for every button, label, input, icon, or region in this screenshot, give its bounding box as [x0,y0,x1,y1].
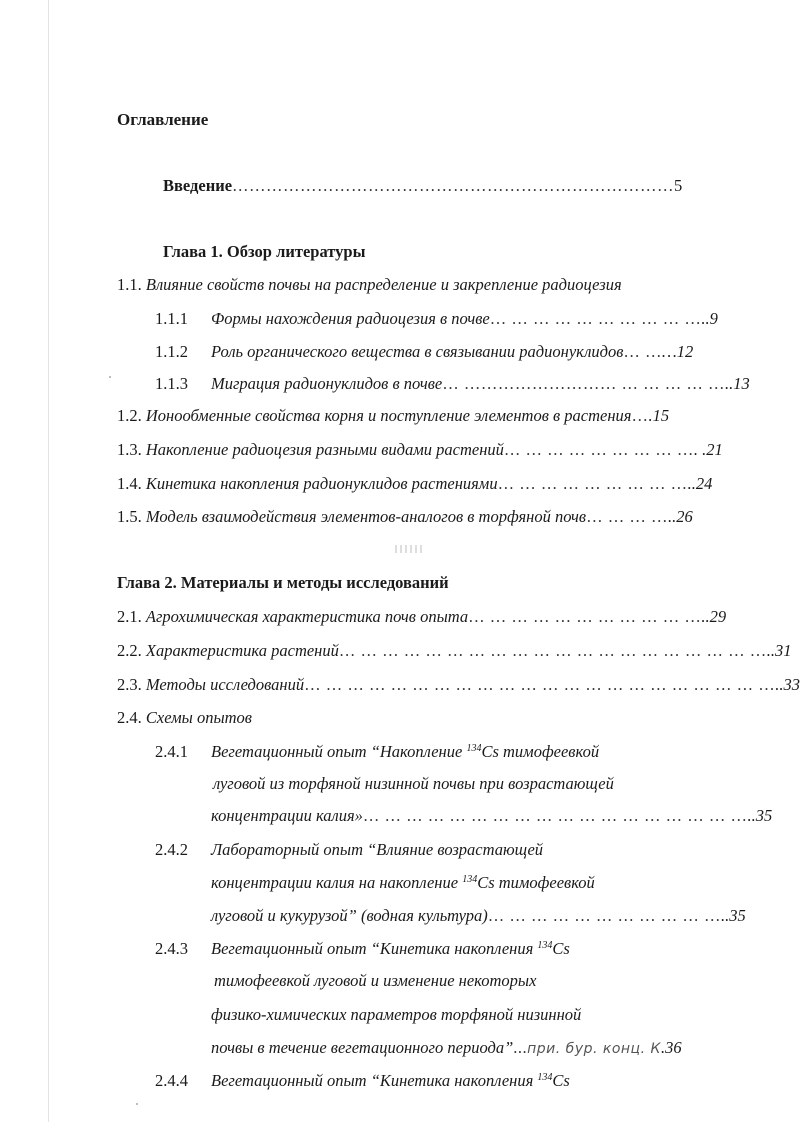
toc-dots: … … … … … … … … … … … [487,906,721,925]
toc-dots: … … … … … … … … … [503,440,694,459]
toc-page: ..9 [701,309,718,328]
toc-page: ..24 [687,474,713,493]
toc-title: Модель взаимодействия элементов-аналогов в торфяной почв [145,507,587,526]
toc-num: 1.1. [117,275,142,294]
toc-item-2-4-2-line3 [211,906,746,926]
toc-title-cont: концентрации калия» [211,806,363,825]
chapter-2-title: Глава 2. Материалы и методы исследований [117,573,449,592]
scan-dust [109,376,111,378]
toc-title: Формы нахождения радиоцезия в почве [211,309,490,328]
toc-item-1-4[interactable] [117,474,712,494]
toc-title-cont: почвы в течение вегетационного периода” [211,1038,514,1057]
toc-intro-dots: …………………………………………………………………… [232,176,675,195]
toc-title-cont: Cs [552,939,570,958]
toc-item-1-1-3[interactable] [155,374,750,394]
toc-item-1-5[interactable] [117,507,693,527]
toc-title-cont: Cs тимофеевкой [477,873,595,892]
toc-dots: … … … … … … … … … … … … … … … … … … … … … … [304,675,776,694]
toc-title: Схемы опытов [145,708,252,727]
toc-title-cont: концентрации калия на накопление [211,873,463,892]
toc-page: ..29 [701,607,727,626]
toc-item-2-2[interactable] [117,641,792,661]
toc-item-1-1[interactable] [117,275,622,295]
toc-title: Кинетика накопления радионуклидов растениями [145,474,498,493]
toc-title: Лабораторный опыт “Влияние возрастающей [211,840,544,859]
toc-page: .15 [648,406,670,425]
toc-num: 2.2. [117,641,142,660]
toc-title: Методы исследований [145,675,305,694]
toc-num: 2.1. [117,607,142,626]
page-title: Оглавление [117,110,209,129]
toc-title: Характеристика растений [145,641,339,660]
toc-num: 1.1.2 [155,342,188,361]
toc-item-2-4-3-line3: физико-химических параметров торфяной низинной [211,1005,582,1024]
toc-dots: … … … … … … … … … … … … … … … … … … … … [338,641,767,660]
toc-num: 2.4. [117,708,142,727]
toc-num: 2.3. [117,675,142,694]
scan-dust [136,1103,138,1105]
toc-intro[interactable] [163,176,682,196]
toc-dots: … … … … … … … … … [497,474,688,493]
toc-dots: … … … … … … … … … … … [468,607,702,626]
toc-item-2-3[interactable] [117,675,800,695]
toc-page: ..35 [720,906,746,925]
toc-item-1-1-2[interactable] [155,342,693,362]
toc-title-cont: луговой и кукурузой” (водная культура) [211,906,488,925]
toc-dots: … ……………………… … … … … … [442,374,725,393]
toc-item-1-1-1[interactable] [155,309,718,329]
toc-num: 2.4.1 [155,742,188,761]
toc-dots: … … … … … … … … … … [489,309,702,328]
toc-title-cont: Cs тимофеевкой [481,742,600,761]
toc-page: …12 [662,342,694,361]
toc-dots: … … … … … … … … … … … … … … … … … … [362,806,748,825]
isotope-mass: 134 [537,940,553,951]
toc-item-2-4-3-line2: тимофеевкой луговой и изменение некоторых [214,971,537,990]
toc-num: 1.2. [117,406,142,425]
toc-num: 2.4.4 [155,1071,188,1090]
toc-num: 2.4.2 [155,840,188,859]
toc-num: 1.5. [117,507,142,526]
toc-item-2-4[interactable] [117,708,252,728]
chapter-1-title: Глава 1. Обзор литературы [163,242,366,261]
toc-dots: … … … … [586,507,668,526]
toc-num: 1.1.1 [155,309,188,328]
toc-title: Миграция радионуклидов в почве [211,374,443,393]
toc-item-2-4-1[interactable] [155,742,599,762]
scan-page-edge [48,0,49,1122]
toc-item-2-4-4[interactable] [155,1071,570,1091]
isotope-mass: 134 [466,743,482,754]
toc-page: ..33 [775,675,800,694]
toc-page: ..35 [747,806,773,825]
toc-num: 1.3. [117,440,142,459]
toc-page: . .21 [693,440,723,459]
toc-num: 1.1.3 [155,374,188,393]
toc-item-2-1[interactable] [117,607,726,627]
toc-item-2-4-3[interactable] [155,939,570,959]
toc-title: Агрохимическая характеристика почв опыта [145,607,469,626]
toc-title-cont: Cs [552,1071,570,1090]
handwritten-annotation: при. бур. конц. К [527,1041,661,1057]
toc-title: Вегетационный опыт “Кинетика накопления [211,939,538,958]
scan-artifact [395,545,425,553]
toc-item-2-4-2[interactable] [155,840,543,860]
toc-title: Роль органического вещества в связывании радионуклидов [211,342,624,361]
toc-page: ..31 [766,641,792,660]
toc-title: Ионообменные свойства корня и поступление элементов в растения [145,406,632,425]
toc-item-2-4-1-line3 [211,806,772,826]
toc-intro-label: Введение [163,176,233,195]
toc-num: 1.4. [117,474,142,493]
toc-title: Вегетационный опыт “Кинетика накопления [211,1071,538,1090]
toc-title: Накопление радиоцезия разными видами растений [145,440,504,459]
toc-item-2-4-3-line4 [211,1038,682,1059]
toc-page: .36 [660,1038,682,1057]
isotope-mass: 134 [537,1072,553,1083]
toc-num: 2.4.3 [155,939,188,958]
toc-page: ..26 [667,507,693,526]
toc-dots: … [631,406,649,425]
toc-item-2-4-2-line2 [211,873,595,893]
toc-title: Вегетационный опыт “Накопление [211,742,467,761]
toc-item-1-3[interactable] [117,440,723,460]
toc-page: ..13 [724,374,750,393]
isotope-mass: 134 [462,874,478,885]
toc-dots: … … [623,342,663,361]
toc-item-2-4-1-line2: луговой из торфяной низинной почвы при возрастающей [213,774,614,793]
toc-item-1-2[interactable] [117,406,669,426]
toc-dots: ... [513,1038,528,1057]
toc-intro-page: 5 [674,176,683,195]
toc-title: Влияние свойств почвы на распределение и закрепление радиоцезия [145,275,622,294]
